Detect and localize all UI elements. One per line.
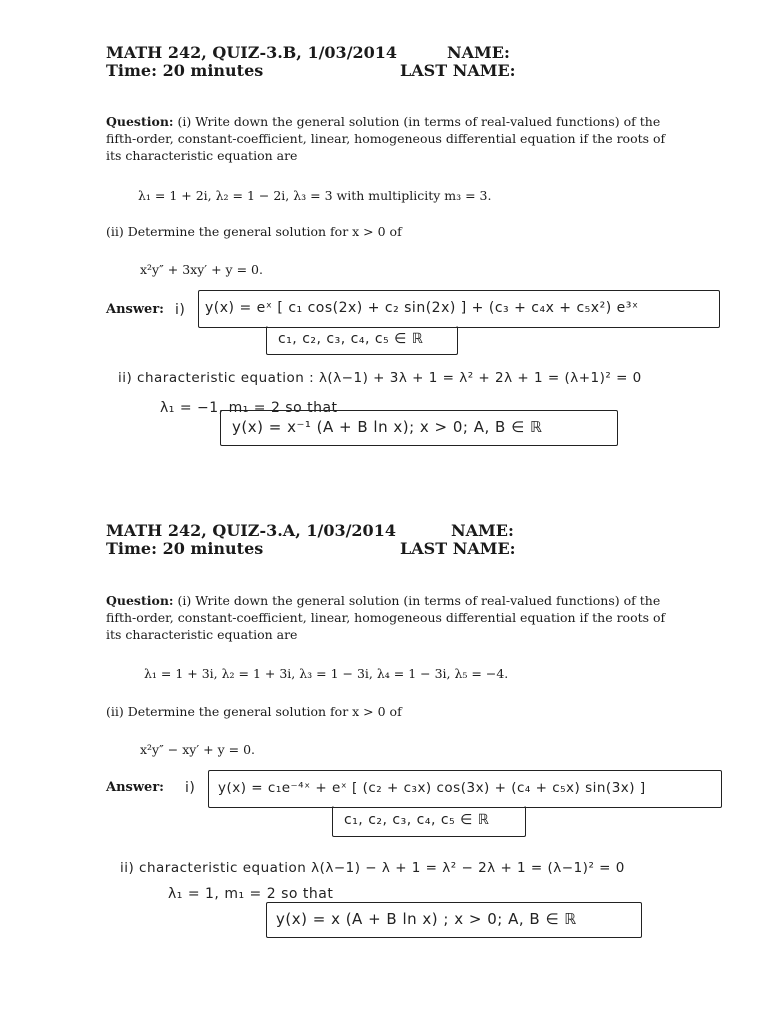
quiz-a-answer-label: Answer: <box>106 780 164 795</box>
quiz-a-question-label: Question: <box>106 593 174 608</box>
quiz-a-time: Time: 20 minutes <box>106 539 264 558</box>
quiz-b-question-label: Question: <box>106 114 174 129</box>
quiz-a-part-ii: (ii) Determine the general solution for x > 0 of <box>106 704 402 719</box>
quiz-b-question-text: (i) Write down the general solution (in terms of real-valued functions) of the fifth-order, constant-coefficient, linear, homogeneous differential equation if the roots of its characteristic equation are <box>106 114 666 163</box>
quiz-b-answer-label: Answer: <box>106 302 164 317</box>
quiz-a-title: MATH 242, QUIZ-3.A, 1/03/2014 <box>106 521 396 540</box>
quiz-a-answer-i-line2: c₁, c₂, c₃, c₄, c₅ ∈ ℝ <box>344 812 490 828</box>
quiz-b-answer-i-line1: y(x) = eˣ [ c₁ cos(2x) + c₂ sin(2x) ] + (c₃ + c₄x + c₅x²) e³ˣ <box>205 300 639 316</box>
quiz-a-answer-i-line1: y(x) = c₁e⁻⁴ˣ + eˣ [ (c₂ + c₃x) cos(3x) + (c₄ + c₅x) sin(3x) ] <box>218 780 646 796</box>
quiz-b-part-ii: (ii) Determine the general solution for x > 0 of <box>106 224 402 239</box>
quiz-b-question <box>106 113 676 164</box>
quiz-b-title: MATH 242, QUIZ-3.B, 1/03/2014 <box>106 43 398 62</box>
quiz-b-roots: λ₁ = 1 + 2i, λ₂ = 1 − 2i, λ₃ = 3 with multiplicity m₃ = 3. <box>138 188 492 203</box>
quiz-b-last-name-label: LAST NAME: <box>400 61 516 80</box>
quiz-a-answer-ii-line3: y(x) = x (A + B ln x) ; x > 0; A, B ∈ ℝ <box>276 910 577 928</box>
quiz-b-answer-i-line2: c₁, c₂, c₃, c₄, c₅ ∈ ℝ <box>278 331 424 347</box>
quiz-a-last-name-label: LAST NAME: <box>400 539 516 558</box>
quiz-a-name-label: NAME: <box>451 521 514 540</box>
quiz-a-roots: λ₁ = 1 + 3i, λ₂ = 1 + 3i, λ₃ = 1 − 3i, λ₄ = 1 − 3i, λ₅ = −4. <box>144 666 509 681</box>
quiz-b-answer-i-prefix: i) <box>175 302 186 318</box>
quiz-a-question <box>106 592 676 643</box>
quiz-b-time: Time: 20 minutes <box>106 61 264 80</box>
quiz-b-answer-ii-line1: ii) characteristic equation : λ(λ−1) + 3λ + 1 = λ² + 2λ + 1 = (λ+1)² = 0 <box>118 370 642 386</box>
quiz-a-ode: x²y″ − xy′ + y = 0. <box>140 742 255 757</box>
quiz-a-question-text: (i) Write down the general solution (in terms of real-valued functions) of the fifth-order, constant-coefficient, linear, homogeneous differential equation if the roots of its characteristic equation are <box>106 593 666 642</box>
quiz-a-answer-ii-line1: ii) characteristic equation λ(λ−1) − λ + 1 = λ² − 2λ + 1 = (λ−1)² = 0 <box>120 860 625 876</box>
quiz-a-answer-ii-line2: λ₁ = 1, m₁ = 2 so that <box>168 886 334 902</box>
quiz-b-answer-ii-line2: λ₁ = −1, m₁ = 2 so that <box>160 400 338 416</box>
quiz-b-ode: x²y″ + 3xy′ + y = 0. <box>140 262 263 277</box>
quiz-b-name-label: NAME: <box>447 43 510 62</box>
quiz-b-answer-ii-line3: y(x) = x⁻¹ (A + B ln x); x > 0; A, B ∈ ℝ <box>232 418 543 436</box>
quiz-a-answer-i-prefix: i) <box>185 780 196 796</box>
